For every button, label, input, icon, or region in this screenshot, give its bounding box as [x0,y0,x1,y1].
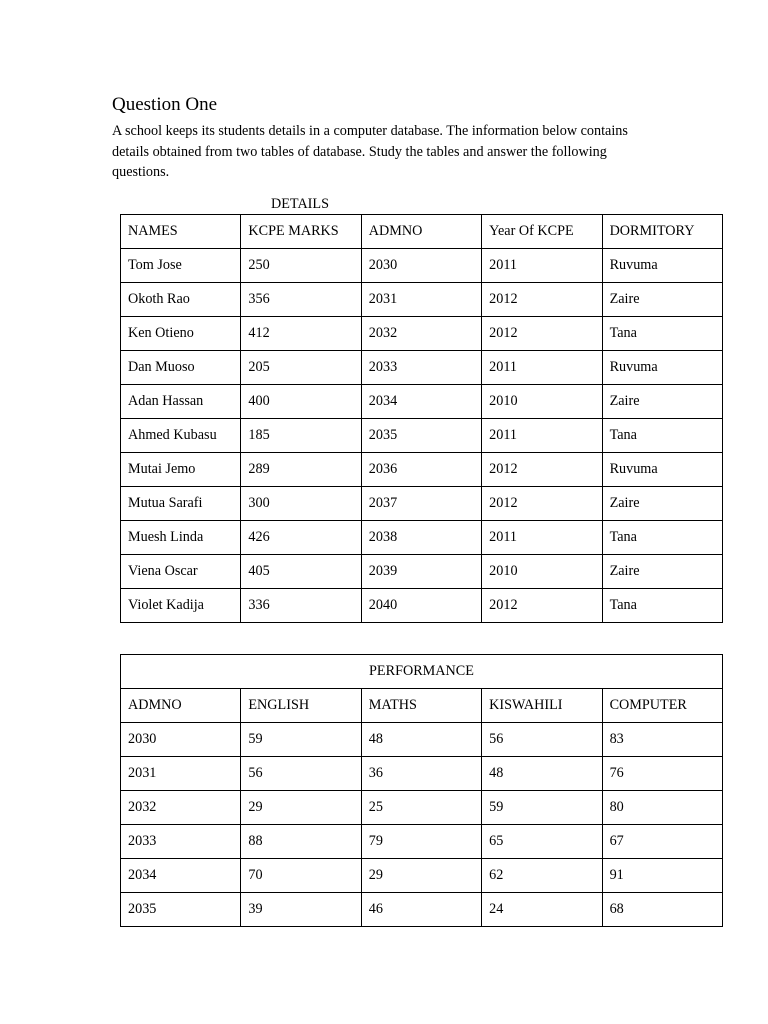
table-cell: 68 [602,893,722,927]
table-cell: 405 [241,555,361,589]
column-header-names: NAMES [121,215,241,249]
table-cell: 56 [482,723,602,757]
table-cell: 25 [361,791,481,825]
table-cell: Tom Jose [121,249,241,283]
table-cell: 46 [361,893,481,927]
table-cell: 300 [241,487,361,521]
table-cell: 2034 [121,859,241,893]
column-header-kcpe-marks: KCPE MARKS [241,215,361,249]
table-cell: Tana [602,317,722,351]
table-cell: 2011 [482,419,602,453]
table-cell: 426 [241,521,361,555]
intro-line: questions. [112,164,170,181]
table-row [121,419,723,453]
column-header-admno: ADMNO [361,215,481,249]
table-cell: Tana [602,589,722,623]
table-cell: 2012 [482,487,602,521]
table-cell: 2039 [361,555,481,589]
table-cell: Ruvuma [602,453,722,487]
column-header-admno: ADMNO [121,689,241,723]
table-row [121,351,723,385]
performance-title-row [121,655,723,689]
table-cell: 91 [602,859,722,893]
table-row [121,385,723,419]
table-cell: 336 [241,589,361,623]
table-cell: 250 [241,249,361,283]
table-cell: 2012 [482,317,602,351]
table-cell: 79 [361,825,481,859]
details-caption: DETAILS [271,196,329,212]
table-cell: Ken Otieno [121,317,241,351]
table-cell: 2012 [482,453,602,487]
table-cell: 39 [241,893,361,927]
table-cell: 56 [241,757,361,791]
table-cell: Tana [602,521,722,555]
table-cell: 70 [241,859,361,893]
table-cell: 2012 [482,283,602,317]
table-cell: 29 [241,791,361,825]
table-cell: Mutua Sarafi [121,487,241,521]
table-row [121,589,723,623]
table-cell: 2010 [482,385,602,419]
table-cell: 289 [241,453,361,487]
table-cell: 2035 [361,419,481,453]
table-cell: 59 [482,791,602,825]
question-intro [112,121,682,183]
column-header-english: ENGLISH [241,689,361,723]
table-cell: 2031 [121,757,241,791]
table-cell: 48 [361,723,481,757]
table-cell: 2037 [361,487,481,521]
performance-table [120,654,723,927]
performance-title: PERFORMANCE [121,655,723,689]
table-row [121,317,723,351]
table-cell: 356 [241,283,361,317]
table-cell: Ruvuma [602,249,722,283]
table-cell: 2030 [121,723,241,757]
table-cell: Adan Hassan [121,385,241,419]
table-cell: 2030 [361,249,481,283]
table-row [121,283,723,317]
table-cell: 2034 [361,385,481,419]
table-cell: Violet Kadija [121,589,241,623]
table-cell: 65 [482,825,602,859]
details-table [120,214,723,623]
performance-header-row [121,689,723,723]
table-row [121,453,723,487]
table-cell: Muesh Linda [121,521,241,555]
table-cell: 2040 [361,589,481,623]
column-header-computer: COMPUTER [602,689,722,723]
table-cell: Zaire [602,385,722,419]
table-cell: 2012 [482,589,602,623]
table-cell: 67 [602,825,722,859]
table-cell: Ruvuma [602,351,722,385]
table-cell: 412 [241,317,361,351]
table-cell: 62 [482,859,602,893]
table-row [121,791,723,825]
table-cell: 2011 [482,249,602,283]
table-row [121,859,723,893]
table-cell: 80 [602,791,722,825]
table-row [121,487,723,521]
table-cell: Zaire [602,555,722,589]
table-row [121,757,723,791]
table-row [121,521,723,555]
table-cell: Mutai Jemo [121,453,241,487]
table-row [121,555,723,589]
table-cell: 400 [241,385,361,419]
table-cell: Okoth Rao [121,283,241,317]
table-cell: 2036 [361,453,481,487]
table-row [121,825,723,859]
table-cell: 83 [602,723,722,757]
table-cell: 205 [241,351,361,385]
table-cell: 88 [241,825,361,859]
table-cell: 2033 [361,351,481,385]
table-cell: 2038 [361,521,481,555]
table-cell: 185 [241,419,361,453]
table-cell: 2011 [482,351,602,385]
table-cell: Viena Oscar [121,555,241,589]
table-cell: 36 [361,757,481,791]
table-cell: 48 [482,757,602,791]
table-cell: Zaire [602,283,722,317]
table-cell: 2032 [121,791,241,825]
table-cell: 2010 [482,555,602,589]
column-header-dormitory: DORMITORY [602,215,722,249]
intro-line: A school keeps its students details in a computer database. The information below contains [112,123,628,139]
table-cell: 2035 [121,893,241,927]
details-header-row [121,215,723,249]
column-header-maths: MATHS [361,689,481,723]
table-cell: Tana [602,419,722,453]
table-cell: 29 [361,859,481,893]
table-cell: Ahmed Kubasu [121,419,241,453]
table-cell: Zaire [602,487,722,521]
table-row [121,723,723,757]
table-cell: Dan Muoso [121,351,241,385]
question-heading: Question One [112,94,218,115]
table-row [121,893,723,927]
column-header-kiswahili: KISWAHILI [482,689,602,723]
table-cell: 2033 [121,825,241,859]
column-header-year-of-kcpe: Year Of KCPE [482,215,602,249]
table-cell: 2032 [361,317,481,351]
table-row [121,249,723,283]
intro-line: details obtained from two tables of database. Study the tables and answer the following [112,143,607,160]
table-cell: 2031 [361,283,481,317]
table-cell: 59 [241,723,361,757]
table-cell: 24 [482,893,602,927]
table-cell: 2011 [482,521,602,555]
table-cell: 76 [602,757,722,791]
